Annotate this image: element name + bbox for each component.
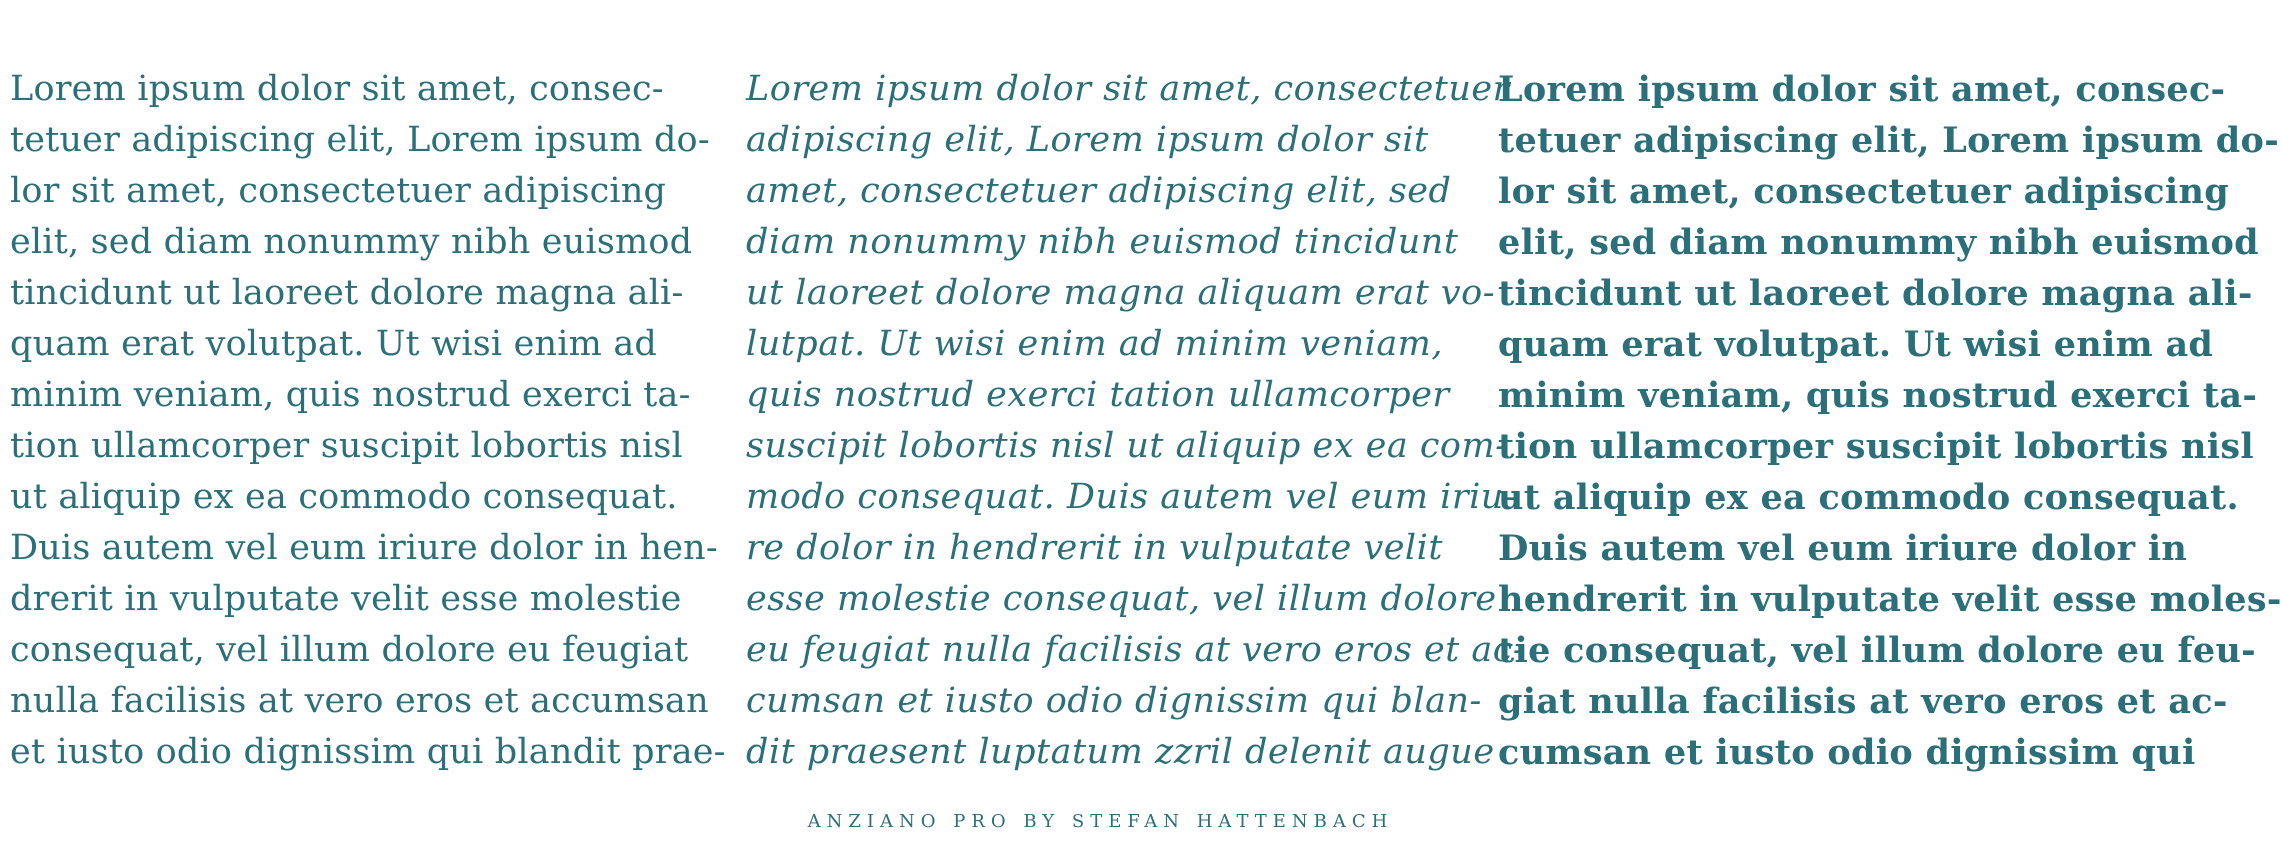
text-line: tion ullamcorper suscipit lobortis nisl (10, 426, 683, 466)
text-line: suscipit lobortis nisl ut aliquip ex ea com- (746, 426, 1508, 466)
text-line: Lorem ipsum dolor sit amet, consec- (10, 69, 664, 109)
text-line: Lorem ipsum dolor sit amet, consectetuer (746, 69, 1510, 109)
text-line: cumsan et iusto odio dignissim qui blan- (746, 681, 1482, 721)
regular-text-column (10, 64, 740, 778)
text-line: minim veniam, quis nostrud exerci ta- (10, 375, 691, 415)
text-line: quis nostrud exerci tation ullamcorper (746, 375, 1450, 415)
text-line: tetuer adipiscing elit, Lorem ipsum do- (10, 120, 710, 160)
text-line: minim veniam, quis nostrud exerci ta- (1498, 375, 2258, 416)
text-line: amet, consectetuer adipiscing elit, sed (746, 171, 1452, 211)
font-credit-caption: ANZIANO PRO BY STEFAN HATTENBACH (807, 811, 1394, 832)
bold-text-column (1498, 64, 2282, 778)
text-line: Duis autem vel eum iriure dolor in hen- (10, 528, 718, 568)
text-line: elit, sed diam nonummy nibh euismod (10, 222, 693, 262)
italic-text-column (746, 64, 1526, 778)
text-line: re dolor in hendrerit in vulputate velit (746, 528, 1443, 568)
text-line: quam erat volutpat. Ut wisi enim ad (1498, 324, 2214, 365)
text-line: tie consequat, vel illum dolore eu feu- (1498, 630, 2257, 671)
text-line: modo consequat. Duis autem vel eum iriu- (746, 477, 1517, 517)
text-line: quam erat volutpat. Ut wisi enim ad (10, 324, 658, 364)
text-line: eu feugiat nulla facilisis at vero eros et ac- (746, 630, 1526, 670)
text-line: ut aliquip ex ea commodo consequat. (10, 477, 678, 517)
text-line: cumsan et iusto odio dignissim qui (1498, 732, 2196, 773)
text-line: nulla facilisis at vero eros et accumsan (10, 681, 709, 721)
text-line: Lorem ipsum dolor sit amet, consec- (1498, 69, 2226, 110)
text-line: tincidunt ut laoreet dolore magna ali- (1498, 273, 2253, 314)
text-line: elit, sed diam nonummy nibh euismod (1498, 222, 2259, 263)
text-line: tincidunt ut laoreet dolore magna ali- (10, 273, 684, 313)
text-line: consequat, vel illum dolore eu feugiat (10, 630, 689, 670)
text-line: esse molestie consequat, vel illum dolore (746, 579, 1497, 619)
text-line: ut aliquip ex ea commodo consequat. (1498, 477, 2239, 518)
text-line: adipiscing elit, Lorem ipsum dolor sit (746, 120, 1429, 160)
text-line: tetuer adipiscing elit, Lorem ipsum do- (1498, 120, 2280, 161)
text-line: ut laoreet dolore magna aliquam erat vo- (746, 273, 1496, 313)
text-line: dit praesent luptatum zzril delenit augue (746, 732, 1495, 772)
text-line: diam nonummy nibh euismod tincidunt (746, 222, 1459, 262)
text-line: giat nulla facilisis at vero eros et ac- (1498, 681, 2228, 722)
text-line: drerit in vulputate velit esse molestie (10, 579, 682, 619)
text-line: lutpat. Ut wisi enim ad minim veniam, (746, 324, 1444, 364)
text-line: hendrerit in vulputate velit esse moles- (1498, 579, 2282, 620)
text-line: Duis autem vel eum iriure dolor in (1498, 528, 2188, 569)
text-line: tion ullamcorper suscipit lobortis nisl (1498, 426, 2254, 467)
text-line: lor sit amet, consectetuer adipiscing (10, 171, 667, 211)
text-line: lor sit amet, consectetuer adipiscing (1498, 171, 2230, 212)
text-line: et iusto odio dignissim qui blandit prae- (10, 732, 726, 772)
